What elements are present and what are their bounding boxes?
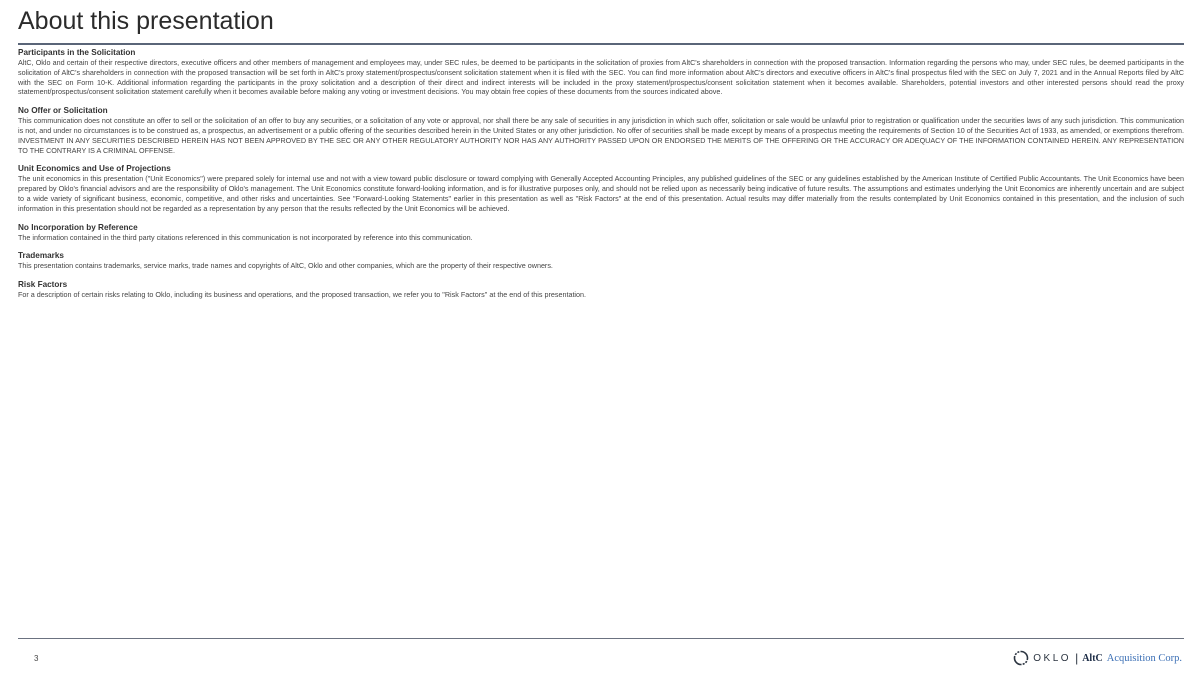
logo-separator: | — [1075, 651, 1079, 665]
altc-logo-text: Acquisition Corp. — [1106, 652, 1182, 664]
section-heading: Unit Economics and Use of Projections — [18, 164, 171, 174]
section-text: AltC, Oklo and certain of their respective directors, executive officers and other members of management and employees may, under SEC rules, be deemed to be participants in the solicitation of proxies from AltC's shareholders in connection with the proposed transaction. Information regarding the persons who may, under SEC rules, be deemed participants in the solicitation of AltC's shareholders in connection with the proposed transaction will be set forth in AltC's proxy statement/prospectus/consent solicitation statement when it is filed with the SEC. You can find more information about AltC's directors and executive officers in AltC's final prospectus filed with the SEC on July 7, 2021 and in the Annual Reports filed by AltC with the SEC on Form 10-K. Additional information regarding the participants in the proxy solicitation and a description of their direct and indirect interests will be included in the proxy statement/prospectus/consent solicitation statement when it becomes available. Shareholders, potential investors and other interested persons should read the proxy statement/prospectus/consent solicitation statement carefully when it becomes available before making any voting or investment decisions. You may obtain free copies of these documents from the sources indicated above. — [18, 58, 1184, 97]
section-heading: Trademarks — [18, 251, 64, 261]
footer-divider — [18, 638, 1184, 639]
section-trademarks — [18, 251, 1184, 271]
slide-title: About this presentation — [18, 7, 274, 35]
section-text: The unit economics in this presentation ("Unit Economics") were prepared solely for internal use and not with a view toward public disclosure or toward complying with Generally Accepted Accounting Principles, any published guidelines of the SEC or any guidelines established by the American Institute of Certified Public Accountants. The Unit Economics have been prepared by Oklo's financial advisors and are the responsibility of Oklo's management. The Unit Economics constitute forward-looking information, and is for illustrative purposes only, and should not be relied upon as necessarily being indicative of future results. The assumptions and estimates underlying the Unit Economics are inherently uncertain and are subject to a wide variety of significant business, economic, competitive, and other risks and uncertainties. See "Forward-Looking Statements" earlier in this presentation as well as "Risk Factors" at the end of this presentation. Actual results may differ materially from the results contemplated by Unit Economics contained in this presentation, and the inclusion of such information in this presentation should not be regarded as a representation by any person that the results reflected by the Unit Economics will be achieved. — [18, 174, 1184, 213]
disclaimer-body — [18, 48, 1184, 309]
section-text: This presentation contains trademarks, service marks, trade names and copyrights of AltC, Oklo and other companies, which are the property of their respective owners. — [18, 261, 553, 271]
section-heading: No Offer or Solicitation — [18, 106, 108, 116]
page-number: 3 — [34, 654, 39, 663]
section-unit-economics — [18, 164, 1184, 213]
section-heading: Risk Factors — [18, 280, 68, 290]
section-text: The information contained in the third party citations referenced in this communication is not incorporated by reference into this communication. — [18, 232, 473, 242]
section-risk-factors — [18, 280, 1184, 300]
section-text: For a description of certain risks relating to Oklo, including its business and operations, and the proposed transaction, we refer you to "Risk Factors" at the end of this presentation. — [18, 290, 587, 300]
oklo-logo-text: OKLO — [1033, 652, 1072, 664]
company-logos — [1013, 648, 1182, 668]
oklo-logo-icon — [1013, 650, 1029, 666]
section-text: This communication does not constitute an offer to sell or the solicitation of an offer to buy any securities, or a solicitation of any vote or approval, nor shall there be any sale of securities in any jurisdiction in which such offer, solicitation or sale would be unlawful prior to registration or qualification under the securities laws of any such jurisdiction. This communication is not, and under no circumstances is to be construed as, a prospectus, an advertisement or a public offering of the securities described herein in the United States or any other jurisdiction. No offer of securities shall be made except by means of a prospectus meeting the requirements of Section 10 of the Securities Act of 1933, as amended, or exemptions therefrom. INVESTMENT IN ANY SECURITIES DESCRIBED HEREIN HAS NOT BEEN APPROVED BY THE SEC OR ANY OTHER REGULATORY AUTHORITY NOR HAS ANY AUTHORITY PASSED UPON OR ENDORSED THE MERITS OF THE OFFERING OR THE ACCURACY OR ADEQUACY OF THE INFORMATION CONTAINED HEREIN. ANY REPRESENTATION TO THE CONTRARY IS A CRIMINAL OFFENSE. — [18, 116, 1184, 155]
title-divider — [18, 43, 1184, 45]
section-heading: No Incorporation by Reference — [18, 222, 138, 232]
section-participants — [18, 48, 1184, 97]
section-no-offer — [18, 106, 1184, 155]
section-no-incorporation — [18, 223, 1184, 243]
section-heading: Participants in the Solicitation — [18, 48, 136, 57]
altc-logo-mark: AltC — [1082, 652, 1103, 664]
